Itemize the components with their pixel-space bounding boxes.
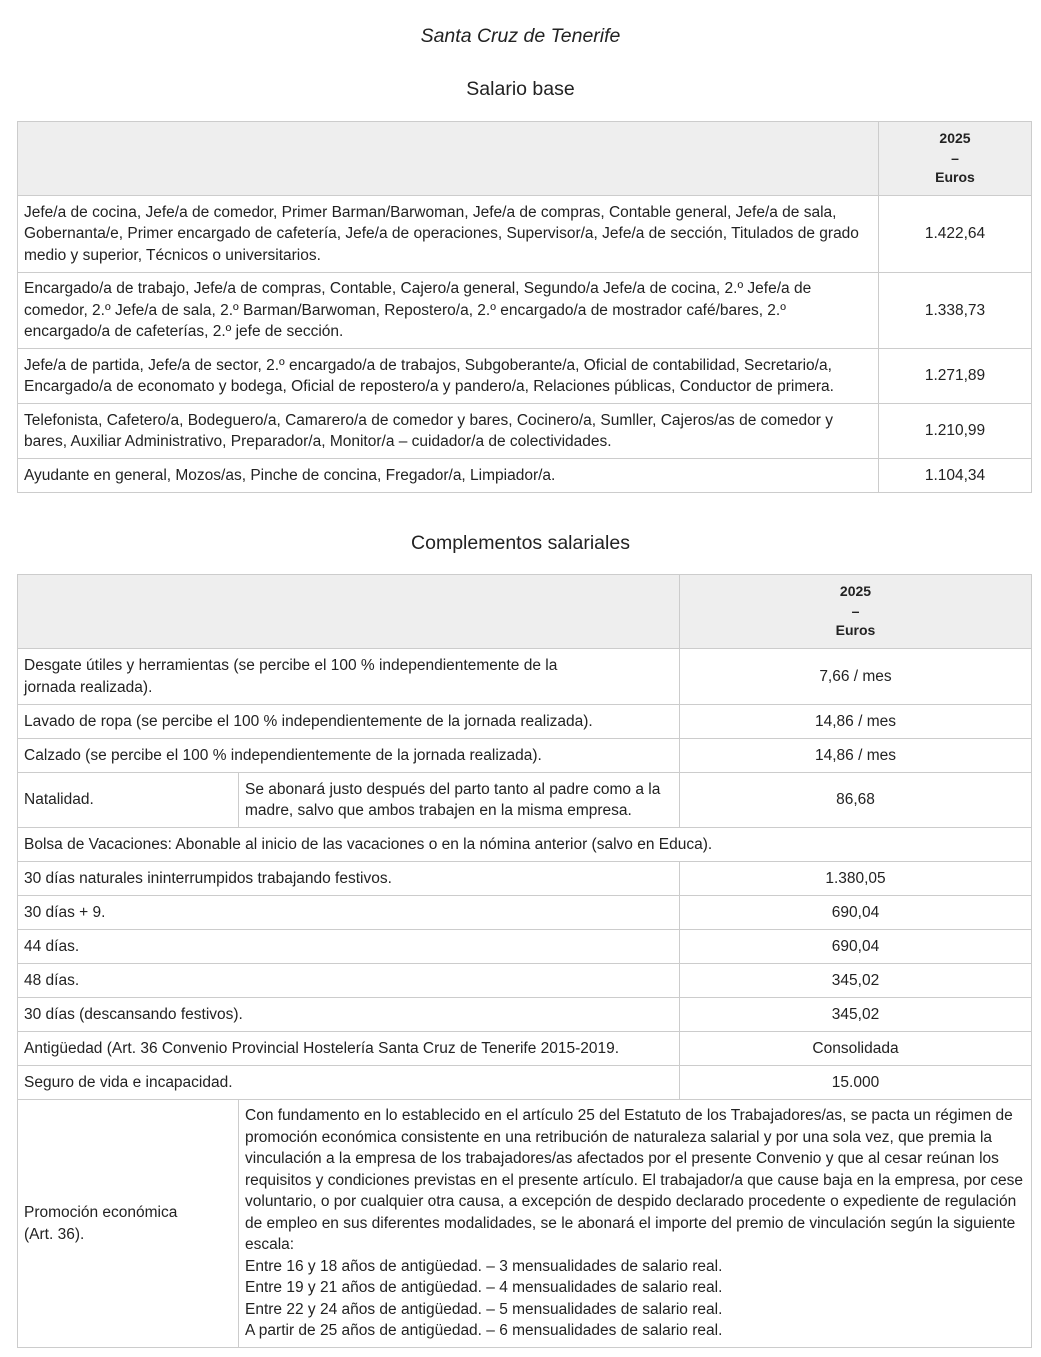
salario-base-heading: Salario base [466,78,575,100]
header-concepto [18,575,680,649]
table-row [18,349,1032,404]
promocion-escala-item: Entre 16 y 18 años de antigüedad. – 3 mensualidades de salario real. [245,1257,723,1275]
importe-cell: 86,68 [680,773,1032,828]
importe-cell: 1.338,73 [879,273,1032,349]
promocion-detalle-cell [239,1100,1032,1348]
importe-cell: 345,02 [680,998,1032,1032]
header-unit: Euros [935,169,975,186]
table-row-lavado [18,705,1032,739]
categoria-cell: Ayudante en general, Mozos/as, Pinche de concina, Fregador/a, Limpiador/a. [18,459,879,493]
concepto-cell: Calzado (se percibe el 100 % independientemente de la jornada realizada). [18,739,680,773]
table-row [18,273,1032,349]
concepto-cell: Antigüedad (Art. 36 Convenio Provincial Hostelería Santa Cruz de Tenerife 2015-2019. [18,1032,680,1066]
header-year: 2025 [839,583,872,600]
promocion-escala-item: Entre 19 y 21 años de antigüedad. – 4 mensualidades de salario real. [245,1279,723,1297]
importe-cell: 345,02 [680,964,1032,998]
table-row [18,459,1032,493]
importe-cell: 7,66 / mes [680,649,1032,705]
concepto-cell: Lavado de ropa (se percibe el 100 % independientemente de la jornada realizada). [18,705,680,739]
table-row-desgaste [18,649,1032,705]
complementos-table [17,574,1032,1348]
header-dash: – [951,149,959,166]
salario-base-table [17,121,1032,493]
header-importe [680,575,1032,649]
concepto-cell [18,1100,239,1348]
table-row-calzado [18,739,1032,773]
promocion-concepto-line2: (Art. 36). [24,1225,85,1243]
importe-cell: 1.210,99 [879,404,1032,459]
table-row-vacaciones [18,964,1032,998]
importe-cell: 690,04 [680,930,1032,964]
importe-cell: 1.380,05 [680,862,1032,896]
categoria-cell: Telefonista, Cafetero/a, Bodeguero/a, Camarero/a de comedor y bares, Cocinero/a, Sumller, Cajeros/as de comedor y bares, Auxiliar Administrativo, Preparador/a, Monitor/a – cuidador/a de colectividades. [18,404,879,459]
table-row-vacaciones [18,930,1032,964]
concepto-cell: Seguro de vida e incapacidad. [18,1066,680,1100]
concepto-cell: 30 días naturales ininterrumpidos trabajando festivos. [18,862,680,896]
table-row-natalidad [18,773,1032,828]
table-row-vacaciones [18,998,1032,1032]
concepto-cell: Natalidad. [18,773,239,828]
header-dash: – [851,602,860,619]
importe-cell: 15.000 [680,1066,1032,1100]
detalle-cell: Se abonará justo después del parto tanto al padre como a la madre, salvo que ambos trabajen en la misma empresa. [239,773,680,828]
table-row-vacaciones [18,862,1032,896]
promocion-texto: Con fundamento en lo establecido en el artículo 25 del Estatuto de los Trabajadores/as, se pacta un régimen de promoción económica consistente en una retribución de naturaleza salarial y por una sola vez, que premia la vinculación a la empresa de los trabajadores/as afectados por el presente Convenio y que al cesar reúnan los requisitos y condiciones previstas en el presente artículo. El trabajador/a que cause baja en la empresa, por cese voluntario, o por cualquier otra causa, a excepción de despido declarado procedente o expediente de regulación de empleo en sus diferentes modalidades, se le abonará el importe del premio de vinculación según la siguiente escala: [245,1107,1024,1254]
promocion-escala-item: A partir de 25 años de antigüedad. – 6 mensualidades de salario real. [245,1322,723,1340]
promocion-concepto-line1: Promoción económica [24,1204,178,1221]
concepto-cell: 48 días. [18,964,680,998]
promocion-escala-item: Entre 22 y 24 años de antigüedad. – 5 mensualidades de salario real. [245,1300,723,1318]
importe-cell: 1.271,89 [879,349,1032,404]
table-header-row [18,122,1032,196]
table-row-seguro [18,1066,1032,1100]
header-year: 2025 [939,130,971,147]
concepto-cell: Bolsa de Vacaciones: Abonable al inicio de las vacaciones o en la nómina anterior (salvo en Educa). [18,828,1032,862]
concepto-cell: 30 días + 9. [18,896,680,930]
table-row-promocion [18,1100,1032,1348]
concepto-cell: Desgate útiles y herramientas (se percibe el 100 % independientemente de la jornada realizada). [18,649,680,705]
concepto-cell: 44 días. [18,930,680,964]
importe-cell: Consolidada [680,1032,1032,1066]
page-title: Santa Cruz de Tenerife [420,25,621,47]
categoria-cell: Encargado/a de trabajo, Jefe/a de compras, Contable, Cajero/a general, Segundo/a Jefe/a de cocina, 2.º Jefe/a de comedor, 2.º Jefe/a de sala, 2.º Barman/Barwoman, Repostero/a, 2.º encargado/a de mostrador café/bares, 2.º encargado/a de cafeterías, 2.º jefe de sección. [18,273,879,349]
importe-cell: 690,04 [680,896,1032,930]
header-categoria [18,122,879,196]
table-row-antiguedad [18,1032,1032,1066]
header-importe [879,122,1032,196]
importe-cell: 14,86 / mes [680,705,1032,739]
categoria-cell: Jefe/a de cocina, Jefe/a de comedor, Primer Barman/Barwoman, Jefe/a de compras, Contable general, Jefe/a de sala, Gobernanta/e, Primer encargado de cafetería, Jefe/a de operaciones, Supervisor/a, Jefe/a de sección, Titulados de grado medio y superior, Técnicos o universitarios. [18,196,879,273]
categoria-cell: Jefe/a de partida, Jefe/a de sector, 2.º encargado/a de trabajos, Subgoberante/a, Oficial de contabilidad, Secretario/a, Encargado/a de economato y bodega, Oficial de repostero/a y pandero/a, Relaciones públicas, Conductor de primera. [18,349,879,404]
importe-cell: 1.422,64 [879,196,1032,273]
table-row-vacaciones [18,896,1032,930]
table-row [18,196,1032,273]
table-row [18,404,1032,459]
complementos-heading: Complementos salariales [411,532,630,554]
table-row-bolsa-vacaciones [18,828,1032,862]
header-unit: Euros [835,622,876,639]
importe-cell: 1.104,34 [879,459,1032,493]
importe-cell: 14,86 / mes [680,739,1032,773]
concepto-cell: 30 días (descansando festivos). [18,998,680,1032]
table-header-row [18,575,1032,649]
